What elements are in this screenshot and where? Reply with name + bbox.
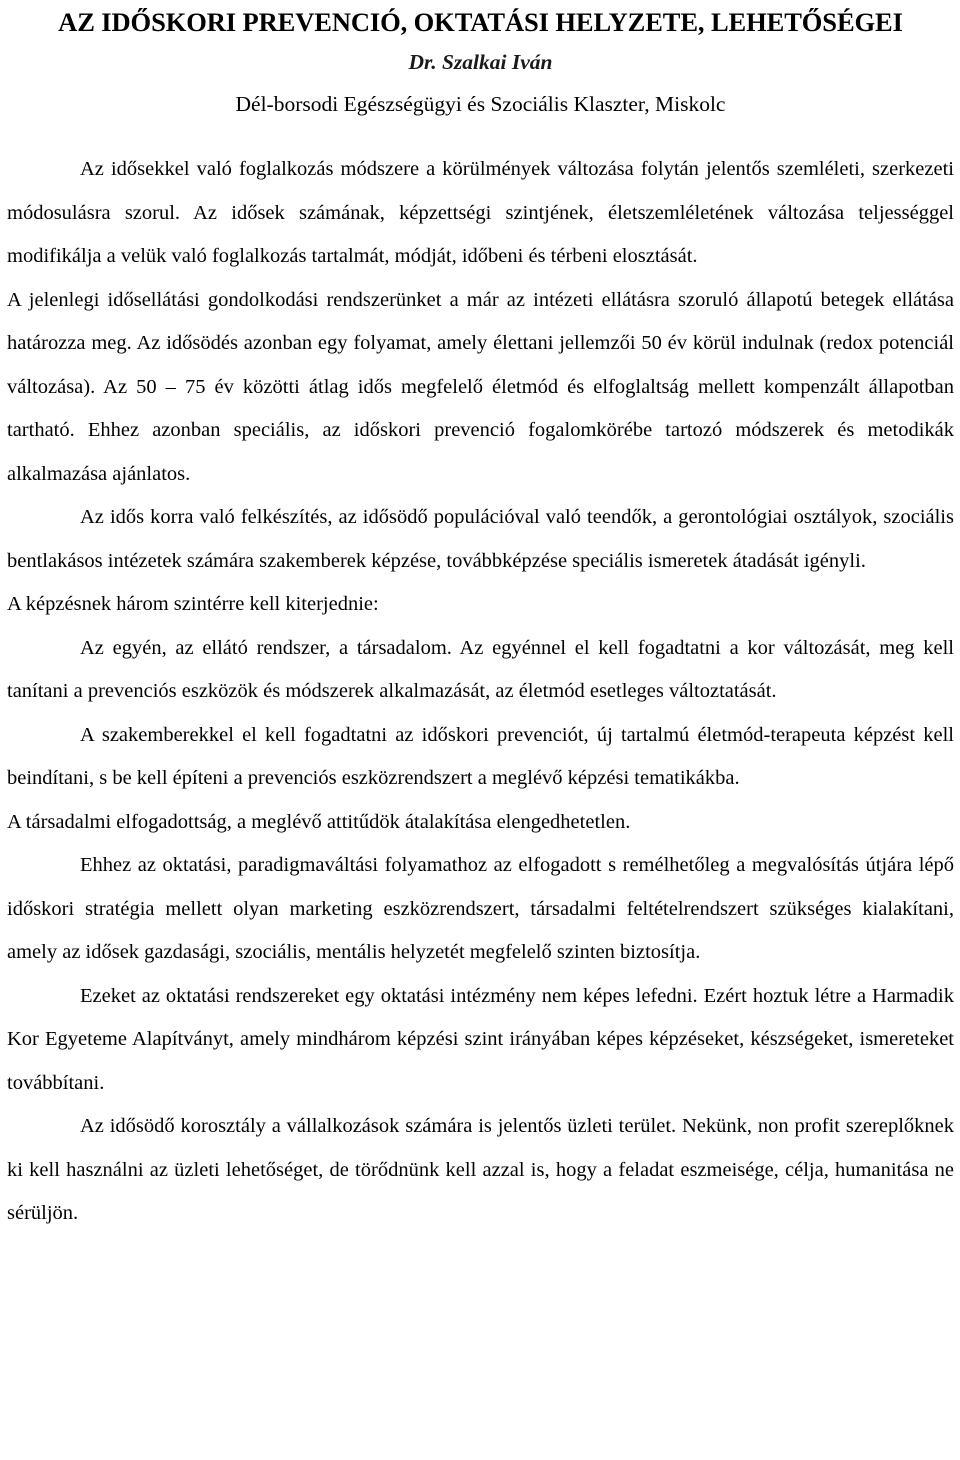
paragraph-3: Az idős korra való felkészítés, az idősödő populációval való teendők, a gerontológiai osztályok, szociális bentlakásos intézetek számára szakemberek képzése, továbbképzése speciális ismeretek átadását igényli. (7, 506, 954, 572)
author-name: Dr. Szalkai Iván (408, 50, 553, 74)
paragraph-6: A szakemberekkel el kell fogadtatni az időskori prevenciót, új tartalmú életmód-terapeuta képzést kell beindítani, s be kell építeni a prevenciós eszközrendszert a meglévő képzési tematikákba. (7, 723, 954, 789)
paragraph-9: Ezeket az oktatási rendszereket egy oktatási intézmény nem képes lefedni. Ezért hoztuk létre a Harmadik Kor Egyeteme Alapítványt, amely mindhárom képzési szint irányában képes képzéseket, készségeket, ismereteket továbbítani. (7, 984, 954, 1094)
paragraph-7: A társadalmi elfogadottság, a meglévő attitűdök átalakítása elengedhetetlen. (7, 810, 631, 833)
author-affiliation: Dél-borsodi Egészségügyi és Szociális Klaszter, Miskolc (235, 92, 726, 116)
paragraph-1: Az idősekkel való foglalkozás módszere a körülmények változása folytán jelentős szemléleti, szerkezeti módosulásra szorul. Az idősek számának, képzettségi szintjének, életszemléletének változása teljességgel modifikálja a velük való foglalkozás tartalmát, módját, időbeni és térbeni elosztását. (7, 158, 954, 267)
paragraph-2: A jelenlegi idősellátási gondolkodási rendszerünket a már az intézeti ellátásra szoruló állapotú betegek ellátása határozza meg. Az idősödés azonban egy folyamat, amely élettani jellemzői 50 év körül indulnak (redox potenciál változása). Az 50 – 75 év közötti átlag idős megfelelő életmód és elfoglaltság mellett kompenzált állapotban tartható. Ehhez azonban speciális, az időskori prevenció fogalomkörébe tartozó módszerek és metodikák alkalmazása ajánlatos. (7, 288, 954, 485)
document-body (7, 148, 954, 1236)
paragraph-8: Ehhez az oktatási, paradigmaváltási folyamathoz az elfogadott s remélhetőleg a megvalósítás útjára lépő időskori stratégia mellett olyan marketing eszközrendszert, társadalmi feltételrendszert szükséges kialakítani, amely az idősek gazdasági, szociális, mentális helyzetét megfelelő szinten biztosítja. (7, 854, 954, 963)
paragraph-10: Az idősödő korosztály a vállalkozások számára is jelentős üzleti terület. Nekünk, non profit szereplőknek ki kell használni az üzleti lehetőséget, de törődnünk kell azzal is, hogy a feladat eszmeisége, célja, humanitása ne sérüljön. (7, 1115, 954, 1224)
paragraph-4: A képzésnek három szintérre kell kiterjednie: (7, 593, 379, 615)
document-title: AZ IDŐSKORI PREVENCIÓ, OKTATÁSI HELYZETE, LEHETŐSÉGEI (58, 7, 903, 37)
paragraph-5: Az egyén, az ellátó rendszer, a társadalom. Az egyénnel el kell fogadtatni a kor változását, meg kell tanítani a prevenciós eszközök és módszerek alkalmazását, az életmód esetleges változtatását. (7, 636, 954, 702)
